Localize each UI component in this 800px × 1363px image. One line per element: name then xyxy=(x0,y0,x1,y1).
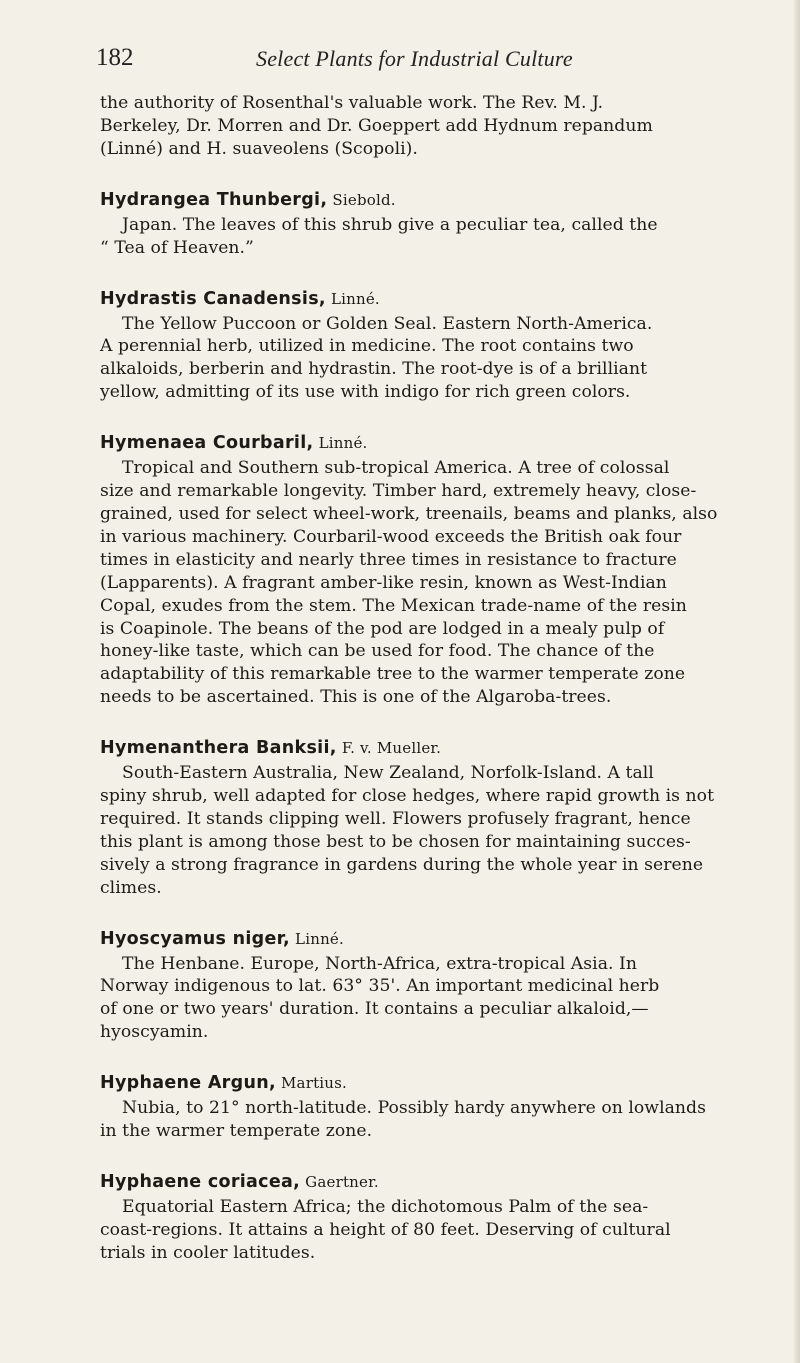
text-line: sively a strong fragrance in gardens during the whole year in serene xyxy=(100,854,704,875)
text-line: size and remarkable longevity. Timber hard, extremely heavy, close- xyxy=(100,481,697,502)
species-authority: F. v. Mueller. xyxy=(341,739,442,758)
text-line: is Coapinole. The beans of the pod are lodged in a mealy pulp of xyxy=(100,618,665,639)
text-line: South-Eastern Australia, New Zealand, Norfolk-Island. A tall xyxy=(122,763,654,784)
text-line: alkaloids, berberin and hydrastin. The root-dye is of a brilliant xyxy=(100,359,648,380)
text-line: Nubia, to 21° north-latitude. Possibly hardy anywhere on lowlands xyxy=(122,1098,706,1119)
text-line: The Henbane. Europe, North-Africa, extra-tropical Asia. In xyxy=(122,953,637,974)
entry-hyoscyamus-niger xyxy=(100,926,750,1045)
text-line: needs to be ascertained. This is one of the Algaroba-trees. xyxy=(100,687,612,708)
entry-hyphaene-coriacea xyxy=(100,1169,750,1265)
page-number: 182 xyxy=(96,44,134,71)
running-title: Select Plants for Industrial Culture xyxy=(256,46,573,71)
species-name: Hyphaene coriacea, xyxy=(100,1172,301,1192)
species-name: Hymenanthera Banksii, xyxy=(100,738,337,759)
text-line: Japan. The leaves of this shrub give a peculiar tea, called the xyxy=(122,214,658,235)
entry-heading xyxy=(100,1169,750,1195)
species-name: Hyoscyamus niger, xyxy=(100,928,290,949)
entry-hymenaea-courbaril xyxy=(100,430,750,709)
entry-hydrangea-thunbergi xyxy=(100,187,750,260)
text-line: trials in cooler latitudes. xyxy=(100,1242,316,1263)
text-line: this plant is among those best to be chosen for maintaining succes- xyxy=(100,831,691,852)
text-line: Norway indigenous to lat. 63° 35'. An important medicinal herb xyxy=(100,976,660,997)
text-line: of one or two years' duration. It contains a peculiar alkaloid,— xyxy=(100,999,649,1020)
text-line: in the warmer temperate zone. xyxy=(100,1121,373,1142)
species-name: Hydrangea Thunbergi, xyxy=(100,189,328,210)
entry-heading xyxy=(100,430,750,456)
text-line: Copal, exudes from the stem. The Mexican trade-name of the resin xyxy=(100,595,687,616)
text-line: “ Tea of Heaven.” xyxy=(100,237,254,258)
page-edge xyxy=(794,0,800,1363)
text-line: hyoscyamin. xyxy=(100,1022,209,1043)
entry-hyphaene-argun xyxy=(100,1070,750,1143)
species-name: Hydrastis Canadensis, xyxy=(100,288,326,309)
text-line: (Linné) and H. suaveolens (Scopoli). xyxy=(100,138,418,159)
species-authority: Linné. xyxy=(330,289,380,308)
species-authority: Linné. xyxy=(318,434,368,453)
text-line: (Lapparents). A fragrant amber-like resin, known as West-Indian xyxy=(100,572,667,593)
species-authority: Siebold. xyxy=(332,190,396,209)
species-authority: Martius. xyxy=(281,1074,348,1093)
entry-heading xyxy=(100,1070,750,1096)
entry-heading xyxy=(100,735,750,761)
text-line: in various machinery. Courbaril-wood exceeds the British oak four xyxy=(100,526,682,547)
text-line: The Yellow Puccoon or Golden Seal. Eastern North-America. xyxy=(122,313,653,334)
continuation-paragraph xyxy=(100,92,750,161)
species-authority: Gaertner. xyxy=(305,1173,379,1191)
species-name: Hymenaea Courbaril, xyxy=(100,433,314,454)
text-line: grained, used for select wheel-work, treenails, beams and planks, also xyxy=(100,503,718,524)
entry-heading xyxy=(100,187,750,213)
text-line: spiny shrub, well adapted for close hedges, where rapid growth is not xyxy=(100,786,715,807)
entry-heading xyxy=(100,286,750,312)
entry-hydrastis-canadensis xyxy=(100,286,750,405)
entry-heading xyxy=(100,926,750,952)
text-line: Berkeley, Dr. Morren and Dr. Goeppert add Hydnum repandum xyxy=(100,115,653,136)
text-line: coast-regions. It attains a height of 80 feet. Deserving of cultural xyxy=(100,1219,671,1240)
text-line: honey-like taste, which can be used for food. The chance of the xyxy=(100,641,655,662)
page-body xyxy=(100,92,750,1291)
page-header xyxy=(96,44,736,84)
entry-hymenanthera-banksii xyxy=(100,735,750,899)
text-line: yellow, admitting of its use with indigo for rich green colors. xyxy=(100,382,631,403)
species-name: Hyphaene Argun, xyxy=(100,1073,276,1094)
text-line: times in elasticity and nearly three times in resistance to fracture xyxy=(100,549,677,570)
text-line: Equatorial Eastern Africa; the dichotomous Palm of the sea- xyxy=(122,1197,649,1217)
text-line: adaptability of this remarkable tree to the warmer temperate zone xyxy=(100,664,686,685)
species-authority: Linné. xyxy=(295,929,344,948)
text-line: Tropical and Southern sub-tropical America. A tree of colossal xyxy=(122,458,670,479)
text-line: required. It stands clipping well. Flowers profusely fragrant, hence xyxy=(100,808,691,829)
text-line: the authority of Rosenthal's valuable work. The Rev. M. J. xyxy=(100,93,604,113)
text-line: climes. xyxy=(100,877,162,898)
text-line: A perennial herb, utilized in medicine. The root contains two xyxy=(100,336,634,357)
